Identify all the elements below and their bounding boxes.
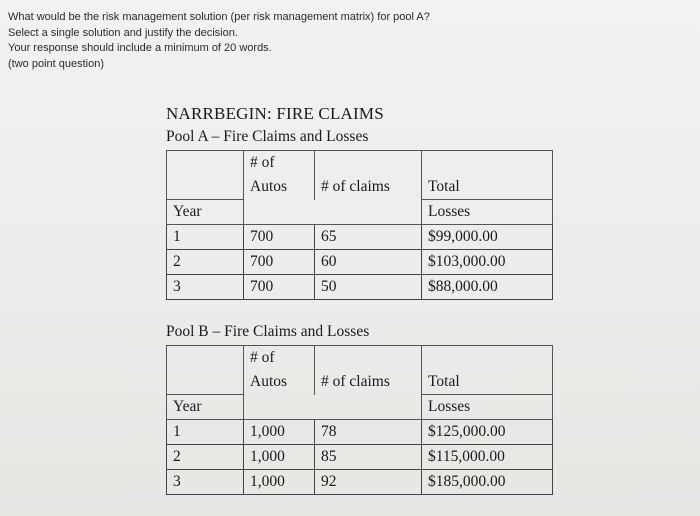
losses-cell: $99,000.00 (422, 225, 553, 250)
year-header: Year (167, 395, 244, 420)
claims-cell: 85 (315, 445, 422, 470)
table-row (167, 445, 553, 470)
claims-header: # of claims (321, 373, 390, 391)
claims-cell: 60 (315, 250, 422, 275)
table-row (167, 420, 553, 445)
autos-cell: 1,000 (244, 445, 315, 470)
year-cell: 2 (167, 250, 244, 275)
table-header-row (167, 200, 553, 225)
question-line-4: (two point question) (8, 57, 104, 70)
table-header-row (167, 346, 553, 371)
pool-b-table (166, 345, 553, 495)
claims-cell: 92 (315, 470, 422, 495)
table-header-row (167, 395, 553, 420)
autos-header: # of (244, 151, 315, 176)
table-header-row (167, 151, 553, 176)
claims-header: # of claims (321, 178, 390, 196)
losses-cell: $125,000.00 (422, 420, 553, 445)
autos-cell: 1,000 (244, 470, 315, 495)
table-header-row (167, 175, 553, 200)
year-cell: 2 (167, 445, 244, 470)
losses-header: Total (422, 370, 553, 395)
autos-header: Autos (244, 370, 315, 395)
losses-header: Total (422, 175, 553, 200)
pool-a-table (166, 150, 553, 300)
losses-header: Losses (422, 200, 553, 225)
table-row (167, 225, 553, 250)
year-cell: 3 (167, 470, 244, 495)
section-heading: NARRBEGIN: FIRE CLAIMS (166, 104, 384, 123)
autos-cell: 700 (244, 225, 315, 250)
year-header: Year (167, 200, 244, 225)
year-cell: 1 (167, 420, 244, 445)
autos-cell: 1,000 (244, 420, 315, 445)
question-line-2: Select a single solution and justify the decision. (8, 26, 238, 39)
losses-cell: $103,000.00 (422, 250, 553, 275)
pool-b-caption: Pool B – Fire Claims and Losses (166, 323, 370, 340)
claims-cell: 78 (315, 420, 422, 445)
losses-header: Losses (422, 395, 553, 420)
question-line-1: What would be the risk management solution (per risk management matrix) for pool A? (8, 11, 430, 23)
pool-a-caption: Pool A – Fire Claims and Losses (166, 128, 369, 145)
autos-header: # of (244, 346, 315, 371)
question-prompt (8, 10, 430, 72)
losses-cell: $115,000.00 (422, 445, 553, 470)
losses-cell: $88,000.00 (422, 275, 553, 300)
claims-cell: 50 (315, 275, 422, 300)
autos-cell: 700 (244, 275, 315, 300)
claims-cell: 65 (315, 225, 422, 250)
table-header-row (167, 370, 553, 395)
table-row (167, 470, 553, 495)
year-cell: 3 (167, 275, 244, 300)
table-row (167, 250, 553, 275)
autos-cell: 700 (244, 250, 315, 275)
autos-header: Autos (244, 175, 315, 200)
year-cell: 1 (167, 225, 244, 250)
table-row (167, 275, 553, 300)
losses-cell: $185,000.00 (422, 470, 553, 495)
question-line-3: Your response should include a minimum of 20 words. (8, 42, 272, 54)
